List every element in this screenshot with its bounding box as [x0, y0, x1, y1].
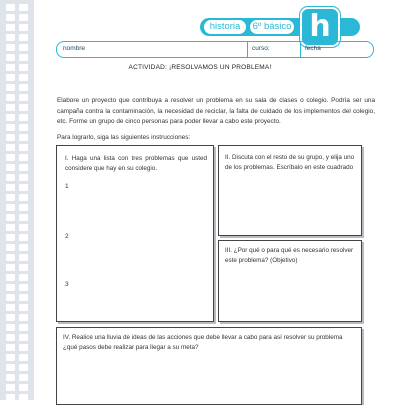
- strip-cell: [6, 204, 15, 211]
- strip-cell: [19, 114, 28, 121]
- strip-cell: [19, 54, 28, 61]
- strip-cell: [6, 114, 15, 121]
- strip-cell: [6, 54, 15, 61]
- strip-cell: [6, 214, 15, 221]
- box-chosen-problem: [218, 145, 362, 236]
- strip-cell: [6, 104, 15, 111]
- strip-cell: [6, 4, 15, 11]
- subject-tab: historia: [204, 20, 246, 34]
- box-objective: [218, 240, 362, 322]
- strip-cell: [19, 374, 28, 381]
- strip-cell: [19, 134, 28, 141]
- strip-cell: [6, 164, 15, 171]
- strip-cell: [19, 194, 28, 201]
- strip-cell: [19, 174, 28, 181]
- strip-cell: [6, 194, 15, 201]
- strip-cell: [6, 14, 15, 21]
- strip-cell: [6, 144, 15, 151]
- strip-cell: [19, 294, 28, 301]
- strip-cell: [6, 314, 15, 321]
- instructions-lead: Para lograrlo, siga las siguientes instrucciones:: [57, 134, 191, 141]
- strip-cell: [19, 104, 28, 111]
- strip-cell: [6, 224, 15, 231]
- strip-cell: [19, 284, 28, 291]
- strip-cell: [19, 214, 28, 221]
- box-3-text: III. ¿Por qué o para qué es necesario resolver este problema? (Objetivo): [225, 247, 354, 264]
- activity-title: ACTIVIDAD: ¡RESOLVAMOS UN PROBLEMA!: [128, 64, 272, 71]
- strip-cell: [6, 264, 15, 271]
- strip-cell: [6, 34, 15, 41]
- divider: [247, 42, 248, 57]
- strip-cell: [19, 164, 28, 171]
- strip-cell: [6, 74, 15, 81]
- strip-cell: [6, 254, 15, 261]
- date-label: fecha: [305, 45, 321, 52]
- strip-cell: [19, 224, 28, 231]
- strip-cell: [19, 74, 28, 81]
- strip-cell: [19, 24, 28, 31]
- strip-cell: [6, 354, 15, 361]
- course-label: curso:: [252, 45, 270, 52]
- strip-cell: [6, 24, 15, 31]
- strip-cell: [19, 124, 28, 131]
- strip-cell: [6, 334, 15, 341]
- strip-cell: [19, 34, 28, 41]
- strip-cell: [19, 84, 28, 91]
- name-label: nombre: [63, 45, 86, 52]
- strip-cell: [6, 304, 15, 311]
- strip-cell: [19, 4, 28, 11]
- strip-cell: [19, 94, 28, 101]
- strip-cell: [19, 274, 28, 281]
- strip-cell: [19, 254, 28, 261]
- box-problem-list: [56, 145, 214, 322]
- strip-cell: [19, 314, 28, 321]
- strip-cell: [19, 344, 28, 351]
- strip-cell: [6, 234, 15, 241]
- strip-cell: [6, 124, 15, 131]
- strip-cell: [6, 174, 15, 181]
- strip-cell: [19, 264, 28, 271]
- strip-cell: [19, 334, 28, 341]
- strip-cell: [19, 154, 28, 161]
- strip-cell: [6, 374, 15, 381]
- grade-tab: 6º básico: [250, 20, 294, 34]
- divider: [300, 42, 301, 57]
- list-number-1: 1: [65, 183, 69, 190]
- strip-cell: [6, 384, 15, 391]
- strip-cell: [6, 84, 15, 91]
- strip-cell: [6, 324, 15, 331]
- strip-cell: [19, 324, 28, 331]
- strip-cell: [6, 154, 15, 161]
- box-brainstorm: [56, 327, 362, 405]
- strip-cell: [6, 274, 15, 281]
- strip-cell: [19, 364, 28, 371]
- strip-cell: [19, 384, 28, 391]
- strip-cell: [19, 184, 28, 191]
- strip-cell: [6, 294, 15, 301]
- box-1-text: I. Haga una lista con tres problemas que usted considere que hay en su colegio.: [65, 155, 207, 172]
- list-number-2: 2: [65, 233, 69, 240]
- strip-cell: [19, 44, 28, 51]
- strip-cell: [19, 14, 28, 21]
- strip-cell: [6, 44, 15, 51]
- strip-cell: [6, 244, 15, 251]
- strip-cell: [19, 234, 28, 241]
- intro-paragraph: Elabore un proyecto que contribuya a resolver un problema en su sala de clases o colegio. Podría ser una campaña contra la contaminación, la necesidad de reciclar, la falta de cuidado de los implementos del colegio, etc. Forme un grupo de cinco personas para poder llevar a cabo este proyecto.: [57, 97, 375, 125]
- subject-logo: h: [300, 7, 340, 47]
- strip-cell: [19, 304, 28, 311]
- box-4-text: IV. Realice una lluvia de ideas de las acciones que debe llevar a cabo para así resolver su problema ¿qué pasos debe realizar para llegar a su meta?: [63, 334, 343, 351]
- strip-cell: [6, 134, 15, 141]
- list-number-3: 3: [65, 281, 69, 288]
- strip-cell: [19, 204, 28, 211]
- strip-cell: [6, 184, 15, 191]
- strip-cell: [6, 364, 15, 371]
- box-2-text: II. Discuta con el resto de su grupo, y elija uno de los problemas. Escríbalo en este cuadrado: [225, 154, 355, 171]
- strip-cell: [6, 94, 15, 101]
- side-decoration-strip: [0, 0, 34, 400]
- student-info-row: [56, 41, 374, 58]
- strip-cell: [6, 284, 15, 291]
- strip-cell: [6, 344, 15, 351]
- strip-cell: [19, 354, 28, 361]
- strip-cell: [19, 244, 28, 251]
- strip-cell: [19, 144, 28, 151]
